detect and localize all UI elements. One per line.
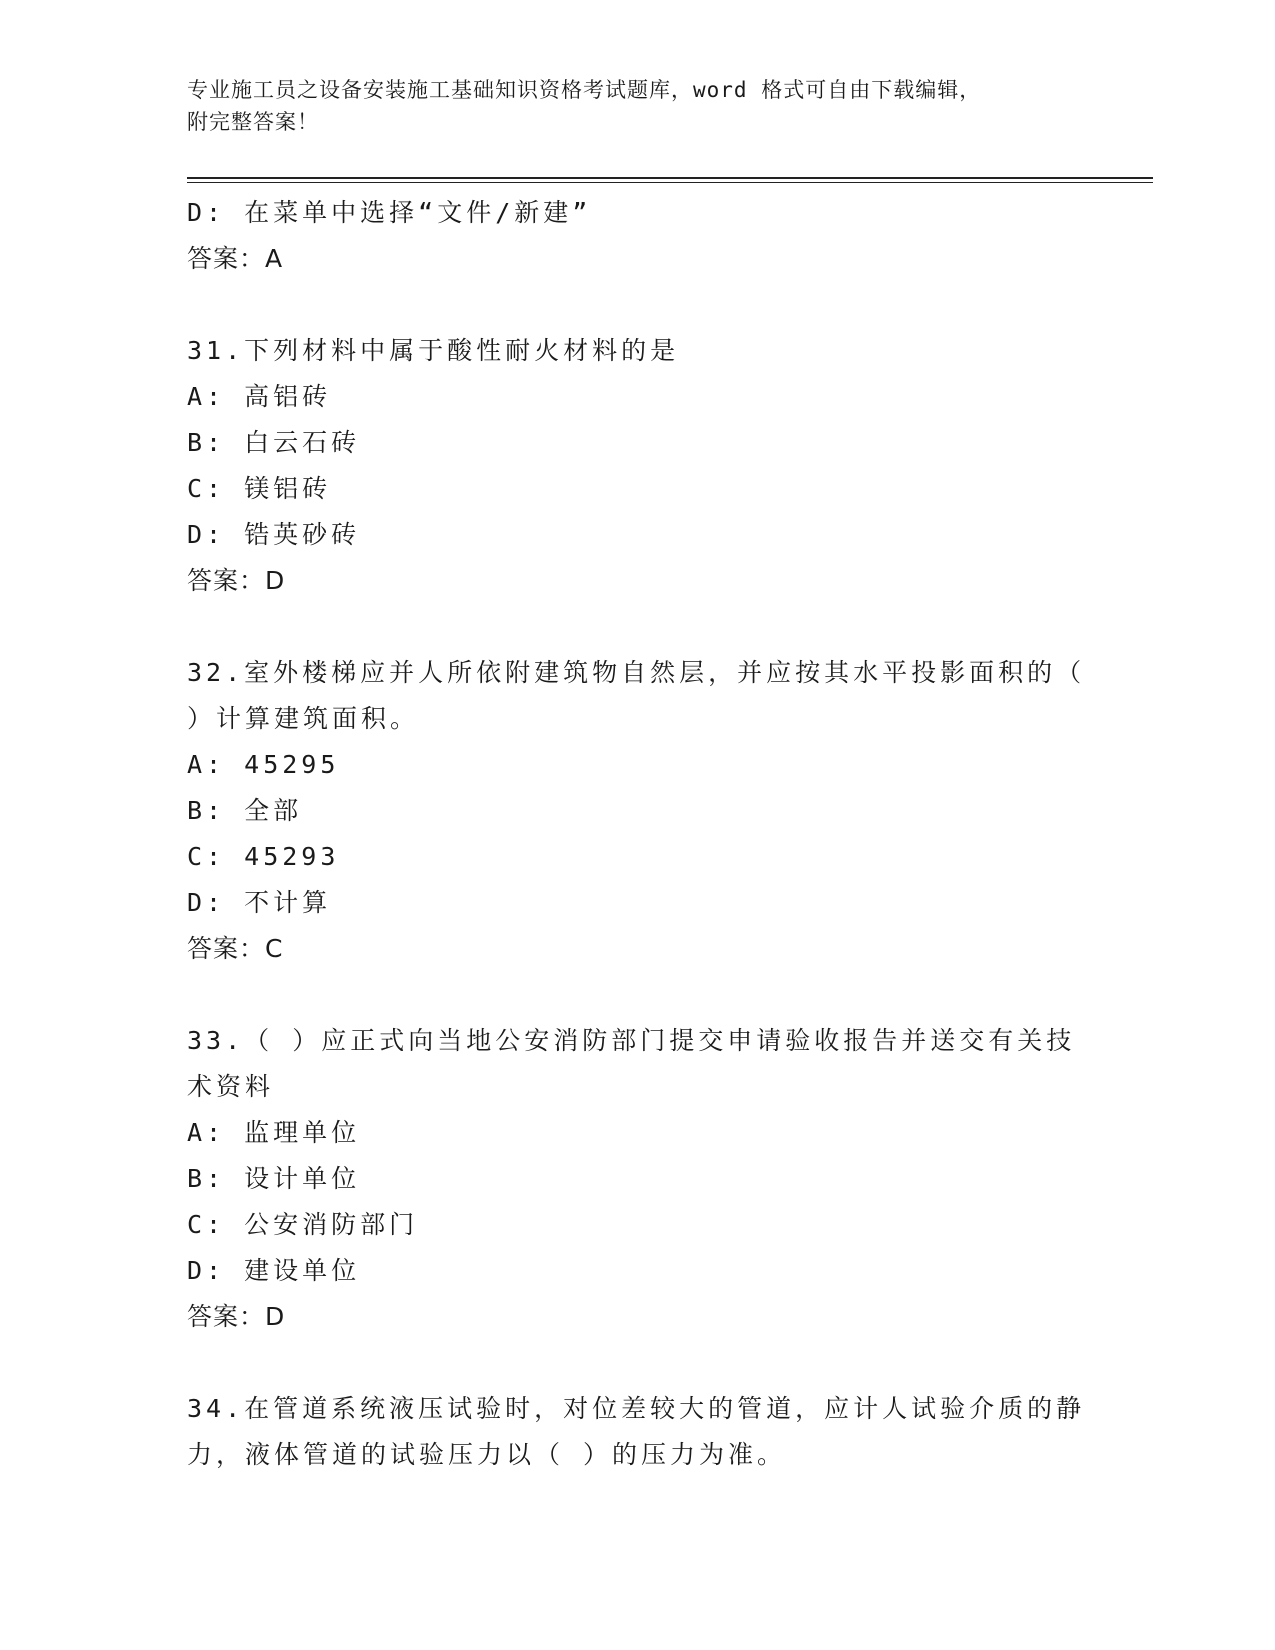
page-header [187, 74, 1067, 138]
option-b: B: 设计单位 [187, 1164, 361, 1193]
question-stem: 31.下列材料中属于酸性耐火材料的是 [187, 336, 680, 365]
option-a: A: 45295 [187, 750, 340, 779]
question-stem-line-1: 33.（ ）应正式向当地公安消防部门提交申请验收报告并送交有关技 [187, 1026, 1076, 1055]
option-c: C: 公安消防部门 [187, 1210, 419, 1239]
question-34 [187, 1386, 1087, 1478]
header-line-2: 附完整答案！ [187, 110, 319, 134]
option-b: B: 白云石砖 [187, 428, 361, 457]
header-divider-thick [187, 177, 1153, 179]
header-line-1: 专业施工员之设备安装施工基础知识资格考试题库，word 格式可自由下载编辑， [187, 78, 982, 102]
prev-answer: 答案：A [187, 244, 284, 273]
option-c: C: 45293 [187, 842, 340, 871]
option-d: D: 建设单位 [187, 1256, 361, 1285]
option-d: D: 不计算 [187, 888, 332, 917]
question-stem-line-2: 术资料 [187, 1072, 275, 1101]
question-stem-line-1: 34.在管道系统液压试验时，对位差较大的管道，应计人试验介质的静 [187, 1394, 1086, 1423]
question-32 [187, 650, 1087, 972]
option-d: D: 锆英砂砖 [187, 520, 361, 549]
prev-option-d: D: 在菜单中选择“文件/新建” [187, 198, 592, 227]
answer: 答案：C [187, 934, 284, 963]
question-stem-line-1: 32.室外楼梯应并人所依附建筑物自然层，并应按其水平投影面积的（ [187, 658, 1086, 687]
option-c: C: 镁铝砖 [187, 474, 332, 503]
question-31 [187, 328, 1087, 604]
question-list [187, 190, 1087, 1478]
spacer [187, 972, 1087, 1018]
spacer [187, 282, 1087, 328]
answer: 答案：D [187, 566, 286, 595]
question-stem-line-2: 力，液体管道的试验压力以（ ）的压力为准。 [187, 1440, 787, 1469]
option-b: B: 全部 [187, 796, 303, 825]
option-a: A: 高铝砖 [187, 382, 332, 411]
spacer [187, 604, 1087, 650]
header-divider-thin [187, 182, 1153, 183]
answer: 答案：D [187, 1302, 286, 1331]
option-a: A: 监理单位 [187, 1118, 361, 1147]
question-stem-line-2: ）计算建筑面积。 [187, 704, 420, 733]
spacer [187, 1340, 1087, 1386]
question-33 [187, 1018, 1087, 1340]
